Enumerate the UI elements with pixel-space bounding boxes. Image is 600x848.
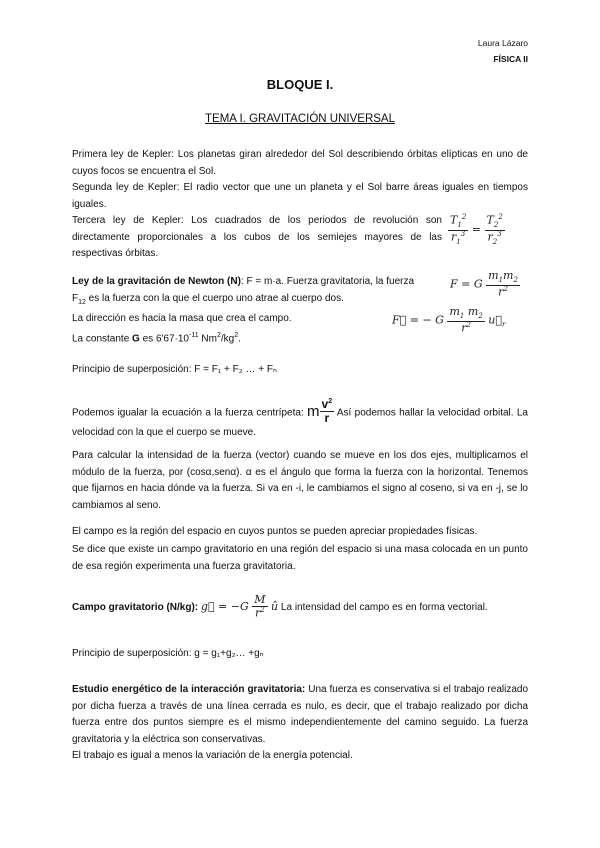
superposition-field: Principio de superposición: g = g₁+g₂… +gₙ (72, 648, 264, 659)
newton-law (72, 274, 442, 348)
campo-gravitatorio-definition: Se dice que existe un campo gravitatorio en una región del espacio si una masa colocada en un punto de esa región experimenta una fuerza gravitatoria. (72, 544, 528, 572)
kepler-formula: $\frac{T_1^2}{r_1^3}$ = $\frac{T_2^2}{r_2^3}$ (450, 213, 503, 246)
g-const-exp: -11 (189, 331, 199, 339)
energetic-text: Una fuerza es conservativa si el trabajo realizado por dicha fuerza a través de una línea cerrada es nulo, es decir, que el trabajo realizado por dicha fuerza entre dos puntos siempre es el mismo independientemente del camino seguido. La fuerza gravitatoria y la eléctrica son conservativas. (72, 684, 529, 745)
centripetal-formula: m $\frac{v^2}{r}$ (307, 397, 333, 426)
newton-formula: F = G $\frac{m_1m_2}{r^2}$ (450, 269, 518, 299)
kepler-first-law: Primera ley de Kepler: Los planetas giran alrededor del Sol describiendo órbitas elípticas en uno de cuyos focos se encuentra el Sol. (72, 149, 528, 177)
section-title: TEMA I. GRAVITACIÓN UNIVERSAL (205, 113, 395, 125)
newton-line3: La dirección es hacia la masa que crea el campo. (72, 313, 292, 325)
g-const-a: La constante (72, 333, 133, 345)
newton-line2: es la fuerza con la que el cuerpo uno atrae al cuerpo dos. (85, 292, 344, 304)
g-const-end: . (238, 333, 241, 345)
centripetal-paragraph (72, 398, 528, 442)
g-const-value: es 6'67·10 (139, 333, 189, 345)
page-title: BLOQUE I. (266, 77, 334, 92)
f12: F (72, 292, 79, 304)
newton-vector-formula: F⃗ = − G $\frac{m_1 m_2}{r^2}$ $u⃗_r$ (392, 305, 506, 335)
campo-grav-label: Campo gravitatorio (N/kg) (72, 601, 195, 613)
centripetal-text-b: Así podemos hallar la velocidad orbital. La velocidad con la que el cuerpo se mueve. (72, 407, 528, 439)
header-author: Laura Lázaro (477, 38, 528, 48)
header-subject: FÍSICA II (493, 54, 528, 64)
g-const-unit: Nm (198, 333, 217, 345)
centripetal-text-a: Podemos igualar la ecuación a la fuerza centrípeta: (72, 407, 308, 419)
campo-grav-text: La intensidad del campo es en forma vectorial. (278, 601, 488, 613)
energetic-paragraph (72, 682, 528, 748)
f12-sub: 12 (78, 298, 86, 306)
vector-paragraph: Para calcular la intensidad de la fuerza (vector) cuando se mueve en los dos ejes, multiplicamos el módulo de la fuerza, por (cosα,senα). α es el ángulo que forma la fuerza con la horizontal. Tenemos que fijarnos en hacia dónde va la fuerza. Si va en -i, le cambiamos el signo al coseno, si va en -j, se lo cambiamos al seno. (72, 450, 528, 511)
campo-definition: El campo es la región del espacio en cuyos puntos se pueden apreciar propiedades físicas. (72, 526, 478, 537)
energetic-last: El trabajo es igual a menos la variación de la energía potencial. (72, 750, 353, 761)
campo-grav-formula: g⃗ = −G $\frac{M}{r^2}$ û (200, 593, 279, 620)
campo-gravitatorio-paragraph: Campo gravitatorio (N/kg): g⃗ = −G $\frac{M}{r^2}$ û La intensidad del campo es en forma vectorial. (72, 593, 488, 620)
g-const-exp2: 2 (216, 331, 221, 339)
g-const-exp3: 2 (234, 331, 239, 339)
g-const-symbol: G (132, 333, 140, 345)
superposition-force: Principio de superposición: F = F₁ + F₂ … + Fₙ (72, 364, 277, 375)
kepler-second-law: Segunda ley de Kepler: El radio vector que une un planeta y el Sol barre áreas iguales en tiempos iguales. (72, 182, 528, 210)
newton-text: : F = m·a. Fuerza gravitatoria, la fuerza (240, 276, 415, 287)
energetic-label: Estudio energético de la interacción gravitatoria: (72, 684, 306, 695)
newton-label: Ley de la gravitación de Newton (N) (72, 276, 241, 287)
kepler-third-law: Tercera ley de Kepler: Los cuadrados de los periodos de revolución son directamente proporcionales a los cubos de los semiejes mayores de las respectivas órbitas. (72, 215, 442, 260)
g-const-unit2: /kg (220, 333, 235, 345)
